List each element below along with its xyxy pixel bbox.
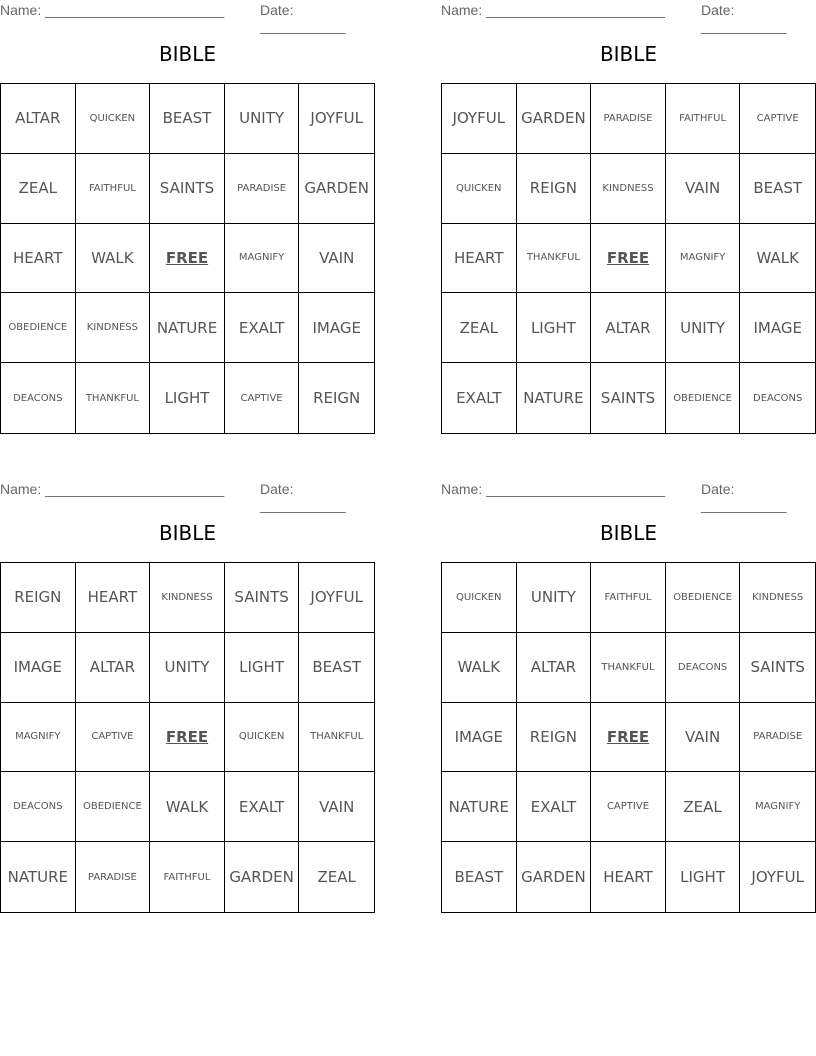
bingo-cell: VAIN xyxy=(299,772,374,842)
bingo-cell: PARADISE xyxy=(740,703,815,773)
bingo-cell: QUICKEN xyxy=(76,84,151,154)
bingo-cell: HEART xyxy=(442,224,517,294)
bingo-cell: CAPTIVE xyxy=(76,703,151,773)
bingo-card-2 xyxy=(441,0,816,408)
bingo-cell: PARADISE xyxy=(76,842,151,912)
bingo-cell: BEAST xyxy=(299,633,374,703)
bingo-card-1 xyxy=(0,0,375,408)
bingo-cell: PARADISE xyxy=(225,154,300,224)
bingo-cell: MAGNIFY xyxy=(225,224,300,294)
bingo-cell: UNITY xyxy=(517,563,592,633)
bingo-cell: DEACONS xyxy=(753,392,803,404)
bingo-cell: IMAGE xyxy=(1,633,76,703)
bingo-cell: NATURE xyxy=(1,842,76,912)
card-header xyxy=(441,479,816,513)
bingo-cell: QUICKEN xyxy=(225,703,300,773)
bingo-cell: WALK xyxy=(442,633,517,703)
date-label: Date: ___________ xyxy=(701,481,787,513)
bingo-cell: ALTAR xyxy=(76,633,151,703)
card-header xyxy=(441,0,816,34)
bingo-card-3 xyxy=(0,479,375,887)
bingo-cell: GARDEN xyxy=(225,842,300,912)
bingo-cell: REIGN xyxy=(313,389,361,408)
bingo-cell: SAINTS xyxy=(740,633,815,703)
bingo-cell: SAINTS xyxy=(225,563,300,633)
bingo-cell: HEART xyxy=(1,224,76,294)
free-space-cell: FREE xyxy=(150,703,225,773)
bingo-cell: THANKFUL xyxy=(517,224,592,294)
bingo-cell: ALTAR xyxy=(517,633,592,703)
bingo-cell: DEACONS xyxy=(1,363,76,433)
bingo-cell: OBEDIENCE xyxy=(1,293,76,363)
bingo-cell: BEAST xyxy=(150,84,225,154)
free-space-cell: FREE xyxy=(591,224,666,294)
bingo-cell: ZEAL xyxy=(317,868,356,887)
bingo-cell: KINDNESS xyxy=(76,293,151,363)
card-header xyxy=(0,0,375,34)
bingo-cell: WALK xyxy=(150,772,225,842)
bingo-cell: PARADISE xyxy=(591,84,666,154)
bingo-grid xyxy=(0,562,375,913)
bingo-cell: JOYFUL xyxy=(442,84,517,154)
bingo-cell: THANKFUL xyxy=(591,633,666,703)
free-space-cell: FREE xyxy=(591,703,666,773)
card-title: BIBLE xyxy=(599,521,658,545)
bingo-cell: CAPTIVE xyxy=(740,84,815,154)
bingo-cell: ALTAR xyxy=(1,84,76,154)
bingo-cell: BEAST xyxy=(442,842,517,912)
bingo-cell: ZEAL xyxy=(442,293,517,363)
bingo-cell: NATURE xyxy=(150,293,225,363)
bingo-cell: HEART xyxy=(591,842,666,912)
free-space-cell: FREE xyxy=(150,224,225,294)
bingo-grid xyxy=(441,83,816,434)
name-label: Name: _______________________ xyxy=(0,2,225,18)
bingo-cell: MAGNIFY xyxy=(1,703,76,773)
date-label: Date: ___________ xyxy=(701,2,787,34)
bingo-cell: UNITY xyxy=(150,633,225,703)
bingo-cell: ALTAR xyxy=(591,293,666,363)
bingo-cell: JOYFUL xyxy=(299,84,374,154)
bingo-cell: SAINTS xyxy=(591,363,666,433)
bingo-cell: FAITHFUL xyxy=(150,842,225,912)
bingo-cell: ZEAL xyxy=(1,154,76,224)
bingo-cell: IMAGE xyxy=(442,703,517,773)
bingo-cell: MAGNIFY xyxy=(740,772,815,842)
bingo-cell: EXALT xyxy=(442,363,517,433)
bingo-cell: VAIN xyxy=(666,154,741,224)
bingo-cell: SAINTS xyxy=(150,154,225,224)
bingo-cell: LIGHT xyxy=(225,633,300,703)
bingo-cell: DEACONS xyxy=(666,633,741,703)
bingo-cell: WALK xyxy=(740,224,815,294)
bingo-cell: KINDNESS xyxy=(591,154,666,224)
bingo-card-4 xyxy=(441,479,816,887)
bingo-cell: ZEAL xyxy=(666,772,741,842)
card-header xyxy=(0,479,375,513)
bingo-grid xyxy=(441,562,816,913)
name-label: Name: _______________________ xyxy=(441,2,666,18)
name-label: Name: _______________________ xyxy=(0,481,225,497)
date-label: Date: ___________ xyxy=(260,2,346,34)
bingo-cell: JOYFUL xyxy=(751,868,804,887)
date-label: Date: ___________ xyxy=(260,481,346,513)
bingo-cell: GARDEN xyxy=(517,84,592,154)
bingo-cell: NATURE xyxy=(442,772,517,842)
bingo-cell: KINDNESS xyxy=(150,563,225,633)
bingo-cell: CAPTIVE xyxy=(591,772,666,842)
bingo-cell: IMAGE xyxy=(740,293,815,363)
card-title: BIBLE xyxy=(158,521,217,545)
bingo-cell: GARDEN xyxy=(299,154,374,224)
bingo-cell: REIGN xyxy=(517,154,592,224)
bingo-cell: DEACONS xyxy=(1,772,76,842)
bingo-cell: FAITHFUL xyxy=(76,154,151,224)
bingo-cell: LIGHT xyxy=(666,842,741,912)
bingo-cell: OBEDIENCE xyxy=(666,363,741,433)
bingo-cell: EXALT xyxy=(225,772,300,842)
bingo-cell: REIGN xyxy=(517,703,592,773)
bingo-cell: VAIN xyxy=(299,224,374,294)
bingo-cell: FAITHFUL xyxy=(666,84,741,154)
bingo-cell: THANKFUL xyxy=(299,703,374,773)
bingo-cell: REIGN xyxy=(1,563,76,633)
bingo-cell: LIGHT xyxy=(150,363,225,433)
bingo-cell: VAIN xyxy=(666,703,741,773)
bingo-cell: OBEDIENCE xyxy=(76,772,151,842)
bingo-cell: EXALT xyxy=(225,293,300,363)
bingo-cell: UNITY xyxy=(225,84,300,154)
bingo-grid xyxy=(0,83,375,434)
bingo-cell: LIGHT xyxy=(517,293,592,363)
bingo-cell: BEAST xyxy=(740,154,815,224)
bingo-cell: EXALT xyxy=(517,772,592,842)
bingo-cell: HEART xyxy=(76,563,151,633)
bingo-cell: CAPTIVE xyxy=(225,363,300,433)
bingo-cell: WALK xyxy=(76,224,151,294)
bingo-cell: FAITHFUL xyxy=(591,563,666,633)
bingo-cell: MAGNIFY xyxy=(666,224,741,294)
bingo-cell: KINDNESS xyxy=(740,563,815,633)
card-title: BIBLE xyxy=(599,42,658,66)
bingo-cell: NATURE xyxy=(517,363,592,433)
bingo-cell: UNITY xyxy=(666,293,741,363)
name-label: Name: _______________________ xyxy=(441,481,666,497)
bingo-cell: JOYFUL xyxy=(299,563,374,633)
bingo-cell: QUICKEN xyxy=(442,154,517,224)
card-title: BIBLE xyxy=(158,42,217,66)
bingo-cell: OBEDIENCE xyxy=(666,563,741,633)
bingo-cell: QUICKEN xyxy=(442,563,517,633)
bingo-cell: IMAGE xyxy=(299,293,374,363)
bingo-cell: THANKFUL xyxy=(76,363,151,433)
bingo-cell: GARDEN xyxy=(517,842,592,912)
